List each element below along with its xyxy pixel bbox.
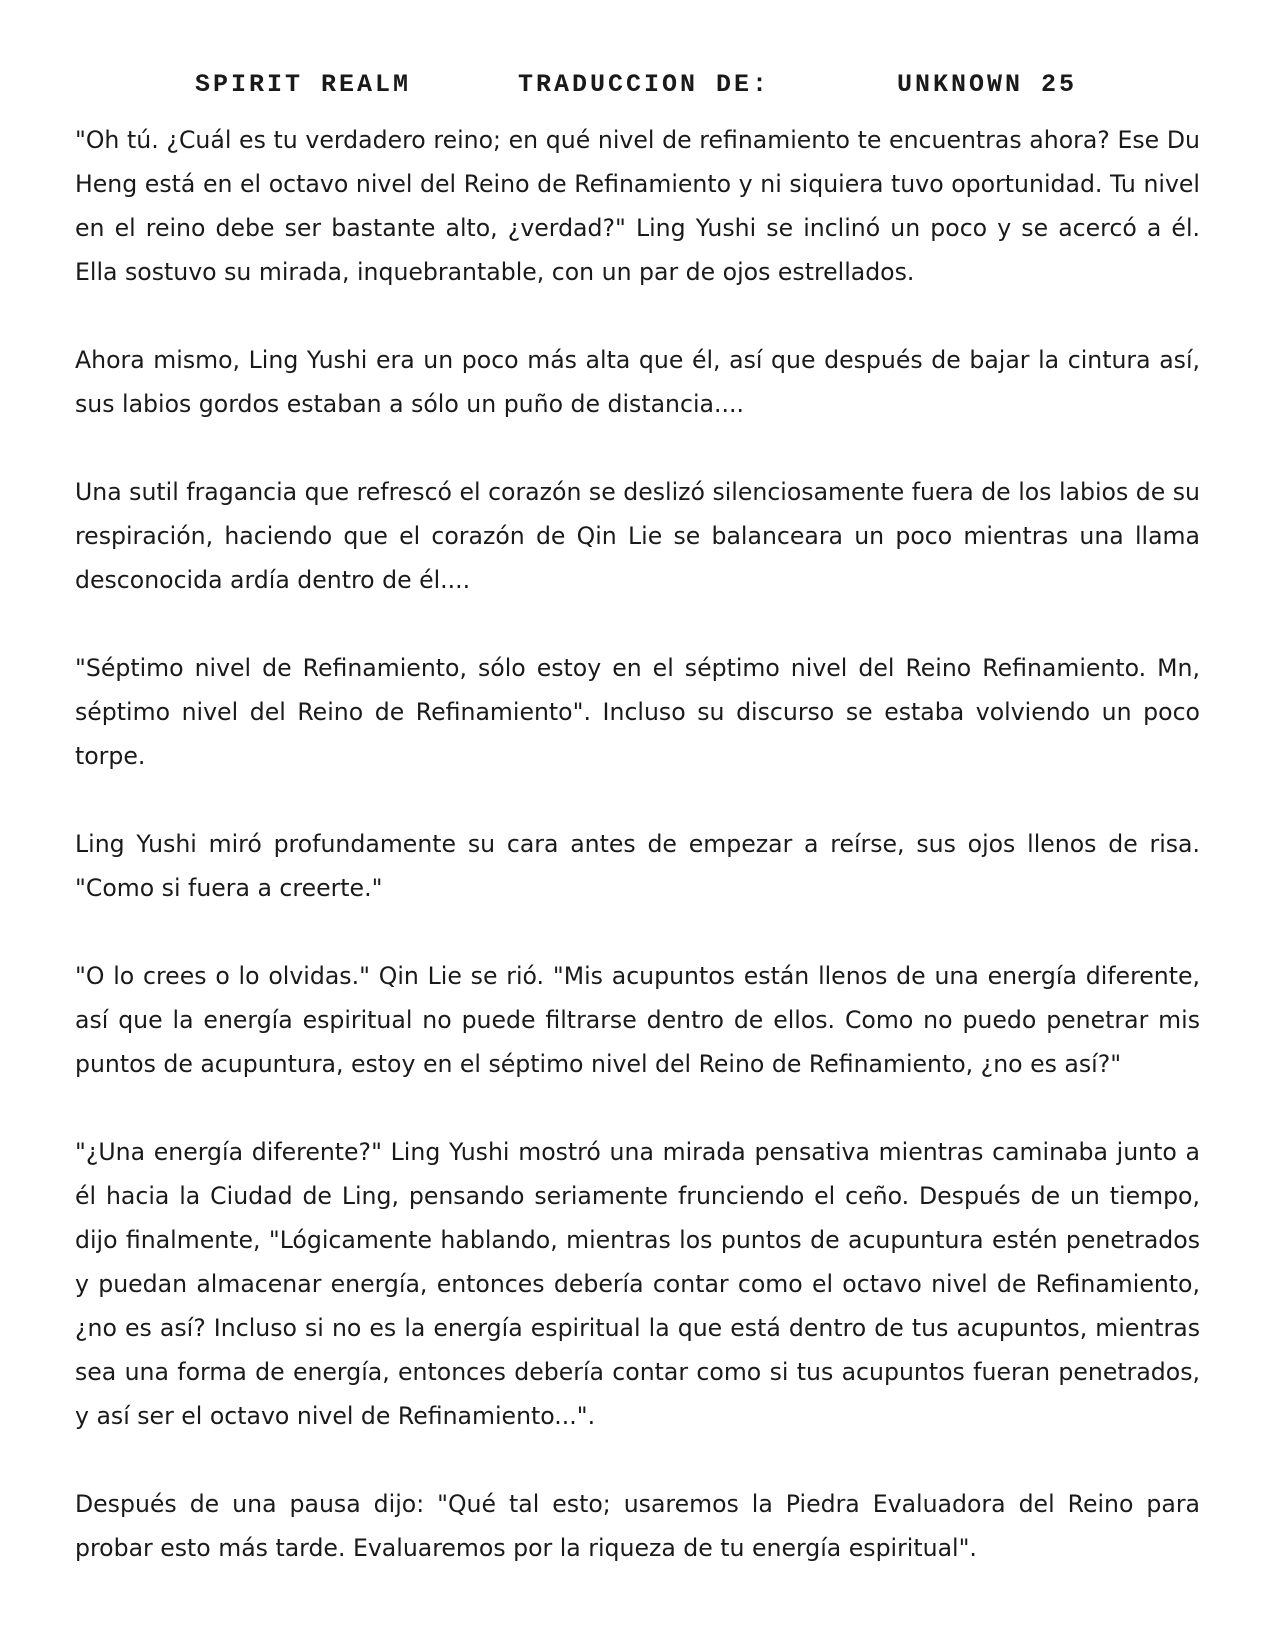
- series-title: SPIRIT REALM: [195, 70, 412, 99]
- body-text: [75, 118, 1200, 1614]
- translator-page-number: UNKNOWN 25: [897, 70, 1078, 99]
- paragraph: Una sutil fragancia que refrescó el corazón se deslizó silenciosamente fuera de los labios de su respiración, haciendo que el corazón de Qin Lie se balanceara un poco mientras una llama desconocida ardía dentro de él....: [75, 478, 1200, 594]
- page-header: [0, 70, 1275, 110]
- paragraph: "Séptimo nivel de Refinamiento, sólo estoy en el séptimo nivel del Reino Refinamiento. Mn, séptimo nivel del Reino de Refinamiento". Incluso su discurso se estaba volviendo un poco torpe.: [75, 654, 1200, 770]
- paragraph: Ahora mismo, Ling Yushi era un poco más alta que él, así que después de bajar la cintura así, sus labios gordos estaban a sólo un puño de distancia....: [75, 346, 1200, 418]
- translation-label: TRADUCCION DE:: [518, 70, 771, 99]
- paragraph: "O lo crees o lo olvidas." Qin Lie se rió. "Mis acupuntos están llenos de una energía diferente, así que la energía espiritual no puede filtrarse dentro de ellos. Como no puedo penetrar mis puntos de acupuntura, estoy en el séptimo nivel del Reino de Refinamiento, ¿no es así?": [75, 962, 1200, 1078]
- paragraph: "¿Una energía diferente?" Ling Yushi mostró una mirada pensativa mientras caminaba junto a él hacia la Ciudad de Ling, pensando seriamente frunciendo el ceño. Después de un tiempo, dijo finalmente, "Lógicamente hablando, mientras los puntos de acupuntura estén penetrados y puedan almacenar energía, entonces debería contar como el octavo nivel de Refinamiento, ¿no es así? Incluso si no es la energía espiritual la que está dentro de tus acupuntos, mientras sea una forma de energía, entonces debería contar como si tus acupuntos fueran penetrados, y así ser el octavo nivel de Refinamiento...".: [75, 1138, 1200, 1430]
- paragraph: Ling Yushi miró profundamente su cara antes de empezar a reírse, sus ojos llenos de risa. "Como si fuera a creerte.": [75, 830, 1200, 902]
- paragraph: "Oh tú. ¿Cuál es tu verdadero reino; en qué nivel de refinamiento te encuentras ahora? Ese Du Heng está en el octavo nivel del Reino de Refinamiento y ni siquiera tuvo oportunidad. Tu nivel en el reino debe ser bastante alto, ¿verdad?" Ling Yushi se inclinó un poco y se acercó a él. Ella sostuvo su mirada, inquebrantable, con un par de ojos estrellados.: [75, 126, 1200, 286]
- paragraph: Después de una pausa dijo: "Qué tal esto; usaremos la Piedra Evaluadora del Reino para probar esto más tarde. Evaluaremos por la riqueza de tu energía espiritual".: [75, 1490, 1200, 1562]
